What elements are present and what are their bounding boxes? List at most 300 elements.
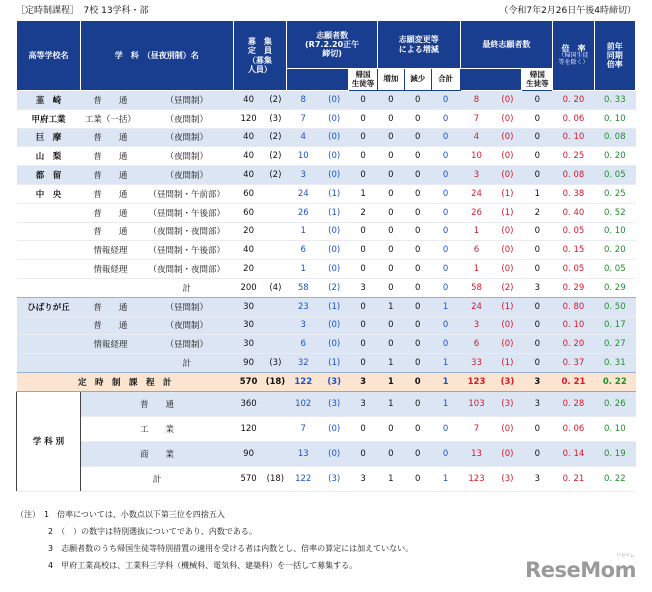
capacity-cell: 90 xyxy=(233,354,264,373)
subtotal-row xyxy=(17,354,636,373)
final-returnee-cell: 0 xyxy=(522,109,553,128)
final-special-cell: (0) xyxy=(493,166,522,185)
ratio-cell: 0. 20 xyxy=(553,91,594,110)
table-row xyxy=(17,147,636,166)
change-total-cell: 0 xyxy=(431,128,460,147)
course-name-cell: 普 通 xyxy=(80,316,140,335)
prev-ratio-cell: 0. 31 xyxy=(594,354,635,373)
prev-ratio-cell: 0. 27 xyxy=(594,335,635,354)
final-cell: 13 xyxy=(460,441,493,466)
col-decrease: 減少 xyxy=(404,69,431,91)
capacity-cell: 200 xyxy=(233,278,264,297)
schedule-form-cell: （夜間制） xyxy=(140,128,233,147)
increase-cell: 0 xyxy=(377,278,404,297)
resemom-logo xyxy=(525,553,636,582)
decrease-cell: 0 xyxy=(404,372,431,391)
ratio-cell: 0. 37 xyxy=(553,354,594,373)
table-row xyxy=(17,109,636,128)
final-special-cell: (0) xyxy=(493,416,522,441)
applicants-special-cell: (1) xyxy=(320,184,349,203)
course-name-cell: 普 通 xyxy=(80,91,140,110)
final-cell: 103 xyxy=(460,391,493,416)
by-course-label: 学 科 別 xyxy=(17,391,81,491)
schedule-form-cell: （昼間制・午後部） xyxy=(140,203,233,222)
ratio-cell: 0. 10 xyxy=(553,128,594,147)
final-special-cell: (0) xyxy=(493,222,522,241)
increase-cell: 0 xyxy=(377,416,404,441)
final-returnee-cell: 0 xyxy=(522,260,553,279)
applicants-cell: 26 xyxy=(287,203,320,222)
course-row xyxy=(17,441,636,466)
final-cell: 7 xyxy=(460,109,493,128)
schedule-form-cell: 計 xyxy=(140,354,233,373)
applicants-cell: 8 xyxy=(287,91,320,110)
ratio-cell: 0. 80 xyxy=(553,297,594,316)
applicants-cell: 32 xyxy=(287,354,320,373)
final-returnee-cell: 0 xyxy=(522,297,553,316)
final-returnee-cell: 3 xyxy=(522,391,553,416)
course-name-cell: 普 通 xyxy=(80,184,140,203)
capacity-cell: 570 xyxy=(233,372,264,391)
capacity-special-cell: (2) xyxy=(264,147,287,166)
capacity-cell: 30 xyxy=(233,316,264,335)
prev-ratio-cell: 0. 29 xyxy=(594,278,635,297)
applicants-cell: 4 xyxy=(287,128,320,147)
capacity-special-cell xyxy=(264,297,287,316)
capacity-special-cell xyxy=(264,203,287,222)
increase-cell: 0 xyxy=(377,91,404,110)
ratio-cell: 0. 38 xyxy=(553,184,594,203)
applicants-special-cell: (3) xyxy=(320,372,349,391)
applicants-special-cell: (0) xyxy=(320,128,349,147)
ratio-cell: 0. 21 xyxy=(553,372,594,391)
col-final-blank xyxy=(460,69,522,91)
change-total-cell: 0 xyxy=(431,203,460,222)
table-row xyxy=(17,203,636,222)
school-name-cell: ひばりが丘 xyxy=(17,297,81,316)
applicants-cell: 7 xyxy=(287,416,320,441)
applicants-special-cell: (0) xyxy=(320,166,349,185)
applicants-cell: 122 xyxy=(287,372,320,391)
change-total-cell: 1 xyxy=(431,372,460,391)
school-name-cell: 山 梨 xyxy=(17,147,81,166)
capacity-cell: 40 xyxy=(233,147,264,166)
decrease-cell: 0 xyxy=(404,297,431,316)
final-special-cell: (3) xyxy=(493,372,522,391)
course-name-cell: 普 通 xyxy=(80,166,140,185)
applicants-returnee-cell: 0 xyxy=(349,335,378,354)
schedule-form-cell: （夜間制） xyxy=(140,147,233,166)
schedule-form-cell: （昼間制・午前部） xyxy=(140,184,233,203)
course-category-cell: 普 通 xyxy=(80,391,233,416)
col-applicants-returnee: 帰国 生徒等 xyxy=(349,69,378,91)
school-name-cell xyxy=(17,354,81,373)
grand-total-row xyxy=(17,372,636,391)
applicants-returnee-cell: 0 xyxy=(349,166,378,185)
col-increase: 増加 xyxy=(377,69,404,91)
prev-ratio-cell: 0. 20 xyxy=(594,147,635,166)
ratio-cell: 0. 29 xyxy=(553,278,594,297)
course-name-cell: 普 通 xyxy=(80,297,140,316)
change-total-cell: 0 xyxy=(431,109,460,128)
decrease-cell: 0 xyxy=(404,316,431,335)
applicants-returnee-cell: 0 xyxy=(349,316,378,335)
capacity-cell: 570 xyxy=(233,466,264,491)
ratio-cell: 0. 14 xyxy=(553,441,594,466)
decrease-cell: 0 xyxy=(404,335,431,354)
change-total-cell: 1 xyxy=(431,466,460,491)
ratio-cell: 0. 06 xyxy=(553,416,594,441)
school-name-cell xyxy=(17,335,81,354)
applicants-returnee-cell: 3 xyxy=(349,372,378,391)
change-total-cell: 0 xyxy=(431,260,460,279)
final-cell: 7 xyxy=(460,416,493,441)
applicants-returnee-cell: 1 xyxy=(349,184,378,203)
school-name-cell xyxy=(17,222,81,241)
applicants-cell: 102 xyxy=(287,391,320,416)
increase-cell: 0 xyxy=(377,184,404,203)
final-returnee-cell: 0 xyxy=(522,91,553,110)
capacity-special-cell: (2) xyxy=(264,128,287,147)
final-returnee-cell: 3 xyxy=(522,466,553,491)
final-returnee-cell: 0 xyxy=(522,316,553,335)
course-category-cell: 工 業 xyxy=(80,416,233,441)
course-name-cell: 普 通 xyxy=(80,128,140,147)
applicants-returnee-cell: 0 xyxy=(349,128,378,147)
applicants-special-cell: (3) xyxy=(320,466,349,491)
increase-cell: 0 xyxy=(377,260,404,279)
capacity-special-cell: (3) xyxy=(264,354,287,373)
change-total-cell: 0 xyxy=(431,335,460,354)
capacity-cell: 20 xyxy=(233,260,264,279)
increase-cell: 0 xyxy=(377,128,404,147)
final-cell: 6 xyxy=(460,335,493,354)
applicants-special-cell: (0) xyxy=(320,441,349,466)
final-returnee-cell: 2 xyxy=(522,203,553,222)
applicants-returnee-cell: 0 xyxy=(349,241,378,260)
final-cell: 24 xyxy=(460,184,493,203)
applicants-special-cell: (0) xyxy=(320,147,349,166)
increase-cell: 0 xyxy=(377,316,404,335)
applicants-returnee-cell: 3 xyxy=(349,466,378,491)
col-ratio-note: （帰国生徒 等を除く） xyxy=(558,52,589,67)
final-cell: 8 xyxy=(460,91,493,110)
ratio-cell: 0. 28 xyxy=(553,391,594,416)
final-special-cell: (0) xyxy=(493,316,522,335)
applicants-special-cell: (1) xyxy=(320,354,349,373)
ratio-cell: 0. 40 xyxy=(553,203,594,222)
course-name-cell: 情報経理 xyxy=(80,260,140,279)
increase-cell: 1 xyxy=(377,354,404,373)
applicants-special-cell: (0) xyxy=(320,260,349,279)
increase-cell: 0 xyxy=(377,166,404,185)
change-total-cell: 0 xyxy=(431,441,460,466)
capacity-special-cell xyxy=(264,391,287,416)
change-total-cell: 0 xyxy=(431,278,460,297)
applicants-returnee-cell: 3 xyxy=(349,391,378,416)
capacity-special-cell xyxy=(264,241,287,260)
capacity-special-cell: (3) xyxy=(264,109,287,128)
applicants-cell: 1 xyxy=(287,260,320,279)
school-name-cell xyxy=(17,278,81,297)
course-name-cell xyxy=(80,354,140,373)
schedule-form-cell: （昼間制） xyxy=(140,91,233,110)
school-name-cell: 中 央 xyxy=(17,184,81,203)
capacity-cell: 40 xyxy=(233,128,264,147)
applicants-cell: 24 xyxy=(287,184,320,203)
school-name-cell: 巨 摩 xyxy=(17,128,81,147)
decrease-cell: 0 xyxy=(404,128,431,147)
table-row xyxy=(17,222,636,241)
col-change-total: 合計 xyxy=(431,69,460,91)
capacity-cell: 20 xyxy=(233,222,264,241)
final-special-cell: (1) xyxy=(493,203,522,222)
applicants-special-cell: (0) xyxy=(320,91,349,110)
prev-ratio-cell: 0. 22 xyxy=(594,372,635,391)
final-special-cell: (0) xyxy=(493,260,522,279)
prev-ratio-cell: 0. 08 xyxy=(594,128,635,147)
ratio-cell: 0. 05 xyxy=(553,260,594,279)
col-final: 最終志願者数 xyxy=(460,21,553,69)
applicants-cell: 13 xyxy=(287,441,320,466)
capacity-cell: 60 xyxy=(233,184,264,203)
prev-ratio-cell: 0. 22 xyxy=(594,466,635,491)
decrease-cell: 0 xyxy=(404,466,431,491)
decrease-cell: 0 xyxy=(404,441,431,466)
applicants-special-cell: (1) xyxy=(320,203,349,222)
applicants-cell: 3 xyxy=(287,316,320,335)
ratio-cell: 0. 08 xyxy=(553,166,594,185)
change-total-cell: 0 xyxy=(431,147,460,166)
course-name-cell: 普 通 xyxy=(80,147,140,166)
capacity-cell: 90 xyxy=(233,441,264,466)
capacity-special-cell xyxy=(264,441,287,466)
subtotal-row xyxy=(17,278,636,297)
applicants-returnee-cell: 3 xyxy=(349,278,378,297)
change-total-cell: 0 xyxy=(431,91,460,110)
final-special-cell: (3) xyxy=(493,391,522,416)
course-total-row xyxy=(17,466,636,491)
course-name-cell: 情報経理 xyxy=(80,241,140,260)
decrease-cell: 0 xyxy=(404,391,431,416)
decrease-cell: 0 xyxy=(404,416,431,441)
school-name-cell: 都 留 xyxy=(17,166,81,185)
prev-ratio-cell: 0. 10 xyxy=(594,416,635,441)
capacity-special-cell: (18) xyxy=(264,466,287,491)
note-4: 4 甲府工業高校は、工業科三学科（機械科、電気科、建築科）を一括して募集する。 xyxy=(16,561,358,570)
capacity-cell: 30 xyxy=(233,297,264,316)
capacity-special-cell xyxy=(264,316,287,335)
applicants-returnee-cell: 2 xyxy=(349,203,378,222)
logo-text: ReseMom xyxy=(525,558,636,582)
capacity-special-cell xyxy=(264,416,287,441)
table-row xyxy=(17,316,636,335)
col-applicants-blank xyxy=(287,69,349,91)
final-cell: 24 xyxy=(460,297,493,316)
applicants-special-cell: (0) xyxy=(320,416,349,441)
col-school: 高等学校名 xyxy=(17,21,81,91)
change-total-cell: 0 xyxy=(431,316,460,335)
capacity-special-cell: (18) xyxy=(264,372,287,391)
increase-cell: 0 xyxy=(377,222,404,241)
course-category-cell: 計 xyxy=(80,466,233,491)
ratio-cell: 0. 25 xyxy=(553,147,594,166)
applicants-cell: 58 xyxy=(287,278,320,297)
applicants-returnee-cell: 0 xyxy=(349,354,378,373)
final-special-cell: (1) xyxy=(493,184,522,203)
schedule-form-cell: （夜間制・夜間部） xyxy=(140,260,233,279)
course-name-cell: 工業（一括） xyxy=(80,109,140,128)
final-special-cell: (0) xyxy=(493,128,522,147)
increase-cell: 1 xyxy=(377,391,404,416)
capacity-cell: 30 xyxy=(233,335,264,354)
applicants-cell: 23 xyxy=(287,297,320,316)
course-name-cell: 普 通 xyxy=(80,203,140,222)
school-name-cell: 韮 崎 xyxy=(17,91,81,110)
capacity-cell: 120 xyxy=(233,109,264,128)
note-1: （注） 1 倍率については、小数点以下第三位を四捨五入 xyxy=(16,510,225,519)
applicant-table xyxy=(16,20,636,492)
applicants-special-cell: (0) xyxy=(320,316,349,335)
capacity-special-cell: (2) xyxy=(264,166,287,185)
table-row xyxy=(17,91,636,110)
final-cell: 3 xyxy=(460,316,493,335)
final-cell: 1 xyxy=(460,222,493,241)
final-special-cell: (0) xyxy=(493,109,522,128)
increase-cell: 0 xyxy=(377,203,404,222)
change-total-cell: 0 xyxy=(431,184,460,203)
final-cell: 33 xyxy=(460,354,493,373)
schedule-form-cell: （夜間制・夜間部） xyxy=(140,222,233,241)
school-name-cell xyxy=(17,241,81,260)
ratio-cell: 0. 05 xyxy=(553,222,594,241)
note-2: 2 （ ）の数字は特別選抜についてであり、内数である。 xyxy=(16,527,257,536)
capacity-special-cell xyxy=(264,260,287,279)
final-cell: 123 xyxy=(460,372,493,391)
capacity-cell: 60 xyxy=(233,203,264,222)
applicants-special-cell: (2) xyxy=(320,278,349,297)
capacity-special-cell xyxy=(264,184,287,203)
prev-ratio-cell: 0. 50 xyxy=(594,297,635,316)
capacity-special-cell xyxy=(264,222,287,241)
capacity-cell: 40 xyxy=(233,241,264,260)
course-row xyxy=(17,416,636,441)
final-returnee-cell: 0 xyxy=(522,335,553,354)
increase-cell: 0 xyxy=(377,241,404,260)
capacity-special-cell: (2) xyxy=(264,91,287,110)
final-returnee-cell: 3 xyxy=(522,372,553,391)
prev-ratio-cell: 0. 10 xyxy=(594,109,635,128)
final-cell: 6 xyxy=(460,241,493,260)
final-special-cell: (0) xyxy=(493,335,522,354)
decrease-cell: 0 xyxy=(404,147,431,166)
decrease-cell: 0 xyxy=(404,222,431,241)
increase-cell: 0 xyxy=(377,147,404,166)
prev-ratio-cell: 0. 25 xyxy=(594,184,635,203)
final-cell: 26 xyxy=(460,203,493,222)
applicants-cell: 10 xyxy=(287,147,320,166)
notes xyxy=(16,506,413,574)
final-cell: 58 xyxy=(460,278,493,297)
applicants-special-cell: (0) xyxy=(320,109,349,128)
course-name-cell: 普 通 xyxy=(80,222,140,241)
prev-ratio-cell: 0. 05 xyxy=(594,166,635,185)
applicants-returnee-cell: 0 xyxy=(349,416,378,441)
ratio-cell: 0. 20 xyxy=(553,335,594,354)
increase-cell: 0 xyxy=(377,441,404,466)
school-name-cell xyxy=(17,316,81,335)
decrease-cell: 0 xyxy=(404,278,431,297)
decrease-cell: 0 xyxy=(404,260,431,279)
final-special-cell: (0) xyxy=(493,241,522,260)
schedule-form-cell: （夜間制） xyxy=(140,316,233,335)
applicants-cell: 122 xyxy=(287,466,320,491)
col-applicants: 志願者数 (R7.2.20正午 締切) xyxy=(287,21,378,69)
capacity-cell: 360 xyxy=(233,391,264,416)
decrease-cell: 0 xyxy=(404,109,431,128)
applicants-special-cell: (0) xyxy=(320,222,349,241)
note-3: 3 志願者数のうち帰国生徒等特別措置の適用を受ける者は内数とし、倍率の算定には加えていない。 xyxy=(16,544,414,553)
schedule-form-cell: （昼間制） xyxy=(140,297,233,316)
col-final-returnee: 帰国 生徒等 xyxy=(522,69,553,91)
applicants-cell: 7 xyxy=(287,109,320,128)
school-name-cell xyxy=(17,260,81,279)
decrease-cell: 0 xyxy=(404,91,431,110)
increase-cell: 1 xyxy=(377,297,404,316)
schedule-form-cell: 計 xyxy=(140,278,233,297)
final-returnee-cell: 0 xyxy=(522,128,553,147)
prev-ratio-cell: 0. 52 xyxy=(594,203,635,222)
decrease-cell: 0 xyxy=(404,166,431,185)
logo-subtitle: リセマム xyxy=(616,553,634,559)
final-special-cell: (0) xyxy=(493,91,522,110)
col-ratio xyxy=(553,21,594,91)
col-prev-ratio: 前年 同期 倍率 xyxy=(594,21,635,91)
final-returnee-cell: 1 xyxy=(522,184,553,203)
table-row xyxy=(17,184,636,203)
applicants-special-cell: (1) xyxy=(320,297,349,316)
final-returnee-cell: 0 xyxy=(522,222,553,241)
course-name-cell: 情報経理 xyxy=(80,335,140,354)
course-header: ［定時制課程］ 7校 13学科・部 xyxy=(16,6,149,16)
final-special-cell: (0) xyxy=(493,441,522,466)
change-total-cell: 0 xyxy=(431,241,460,260)
applicants-cell: 1 xyxy=(287,222,320,241)
increase-cell: 1 xyxy=(377,466,404,491)
school-name-cell: 甲府工業 xyxy=(17,109,81,128)
final-returnee-cell: 0 xyxy=(522,147,553,166)
deadline-header: （令和7年2月26日午後4時締切） xyxy=(499,6,636,16)
table-row xyxy=(17,241,636,260)
prev-ratio-cell: 0. 19 xyxy=(594,441,635,466)
capacity-cell: 40 xyxy=(233,166,264,185)
applicants-returnee-cell: 0 xyxy=(349,260,378,279)
course-category-cell: 商 業 xyxy=(80,441,233,466)
change-total-cell: 0 xyxy=(431,166,460,185)
final-cell: 10 xyxy=(460,147,493,166)
final-returnee-cell: 0 xyxy=(522,441,553,466)
prev-ratio-cell: 0. 17 xyxy=(594,316,635,335)
col-ratio-label: 倍 率 xyxy=(561,44,586,54)
ratio-cell: 0. 15 xyxy=(553,241,594,260)
increase-cell: 0 xyxy=(377,109,404,128)
final-cell: 123 xyxy=(460,466,493,491)
applicants-special-cell: (0) xyxy=(320,335,349,354)
table-row xyxy=(17,297,636,316)
prev-ratio-cell: 0. 33 xyxy=(594,91,635,110)
capacity-special-cell: (4) xyxy=(264,278,287,297)
schedule-form-cell: （夜間制） xyxy=(140,166,233,185)
